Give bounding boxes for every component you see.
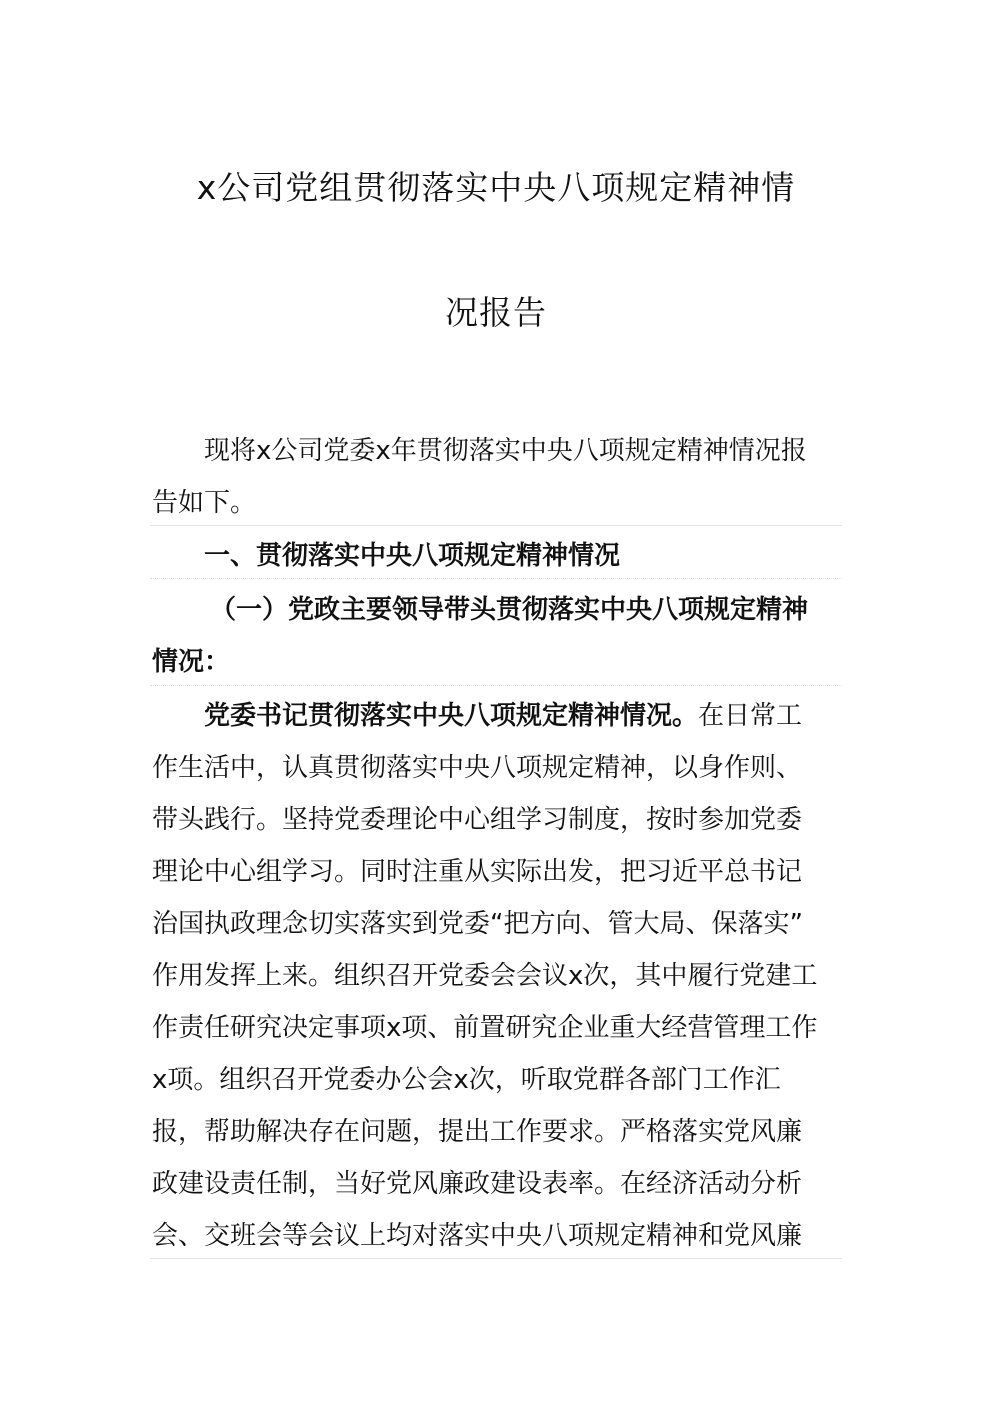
paragraph-lead: 党委书记贯彻落实中央八项规定精神情况。 [204, 701, 699, 731]
paragraph-line: 会、交班会等会议上均对落实中央八项规定精神和党风廉 [152, 1221, 803, 1251]
intro-line-1: 现将x公司党委x年贯彻落实中央八项规定精神情况报 [204, 436, 807, 466]
paragraph-line: 治国执政理念切实落实到党委“把方向、管大局、保落实” [152, 909, 803, 939]
divider-line [150, 525, 842, 526]
paragraph-line: 作生活中，认真贯彻落实中央八项规定精神，以身作则、 [152, 753, 803, 783]
subsection-heading-line-2: 情况： [152, 647, 231, 677]
divider-line [150, 578, 842, 579]
paragraph-line: 作用发挥上来。组织召开党委会会议x次，其中履行党建工 [152, 961, 818, 991]
paragraph-first-line-rest: 在日常工 [698, 701, 803, 731]
paragraph-line: 政建设责任制，当好党风廉政建设表率。在经济活动分析 [152, 1169, 803, 1199]
intro-line-2: 告如下。 [152, 488, 257, 518]
divider-line [150, 685, 842, 686]
divider-line [150, 1258, 842, 1259]
section-heading: 一、贯彻落实中央八项规定精神情况 [204, 541, 621, 571]
paragraph-line: x项。组织召开党委办公会x次，听取党群各部门工作汇 [152, 1065, 781, 1095]
document-title-line-1: x公司党组贯彻落实中央八项规定精神情 [196, 168, 796, 207]
paragraph-line: 带头践行。坚持党委理论中心组学习制度，按时参加党委 [152, 805, 803, 835]
document-title-line-2: 况报告 [445, 293, 547, 332]
paragraph-line: 报，帮助解决存在问题，提出工作要求。严格落实党风廉 [152, 1117, 803, 1147]
paragraph-line: 作责任研究决定事项x项、前置研究企业重大经营管理工作 [152, 1013, 818, 1043]
subsection-heading-line-1: （一）党政主要领导带头贯彻落实中央八项规定精神 [210, 595, 809, 625]
paragraph-line: 理论中心组学习。同时注重从实际出发，把习近平总书记 [152, 857, 803, 887]
paragraph-first-line [204, 699, 802, 733]
